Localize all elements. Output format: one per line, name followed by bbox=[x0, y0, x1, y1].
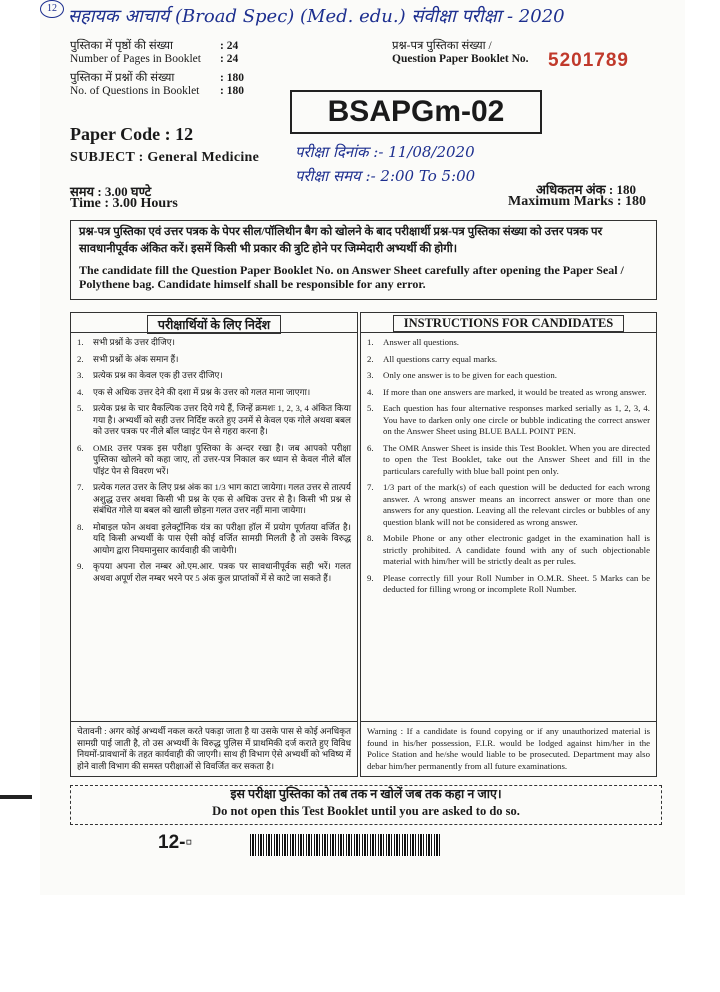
instruction-item bbox=[367, 337, 650, 349]
pages-label-en: Number of Pages in Booklet bbox=[70, 53, 201, 65]
instruction-item bbox=[77, 403, 351, 438]
instruction-item bbox=[367, 482, 650, 528]
questions-value-en: : 180 bbox=[220, 85, 244, 97]
instruction-item bbox=[367, 354, 650, 366]
booklet-number: 5201789 bbox=[548, 50, 629, 71]
instruction-text: एक से अधिक उत्तर देने की दशा में प्रश्न के उत्तर को गलत माना जाएगा। bbox=[93, 386, 311, 397]
instruction-item bbox=[77, 354, 351, 366]
instructions-english-note: Warning : If a candidate is found copying or if any unauthorized material is found in his/her possession, F.I.R. would be lodged against him/her in the Police Station and he/she would liable to be prosecuted. Department may also debar him/her permanently from all future examinations. bbox=[361, 721, 656, 776]
instruction-text: प्रत्येक प्रश्न के चार वैकल्पिक उत्तर दिये गये हैं, जिन्हें क्रमशः 1, 2, 3, 4 अंकित किया गया है। अभ्यर्थी को सही उत्तर निर्दिष्ट करते हुए उनमें से केवल एक गोले अथवा बबल को उत्तर पत्रक पर नीले बॉल प्वाइंट पेन से गहरा करना है। bbox=[93, 403, 351, 436]
instruction-number: 4. bbox=[367, 386, 374, 397]
instruction-number: 5. bbox=[367, 403, 374, 413]
instruction-item bbox=[367, 533, 650, 568]
booklet-meta bbox=[70, 40, 310, 98]
instruction-text: Answer all questions. bbox=[383, 337, 459, 347]
instruction-text: सभी प्रश्नों के अंक समान हैं। bbox=[93, 353, 179, 364]
instruction-number: 9. bbox=[367, 572, 374, 583]
max-marks-en: Maximum Marks : 180 bbox=[508, 194, 647, 209]
instruction-number: 7. bbox=[77, 482, 84, 492]
subject: SUBJECT : General Medicine bbox=[70, 150, 260, 165]
max-marks-hi: अधिकतम अंक : 180 bbox=[536, 182, 636, 197]
instruction-item bbox=[77, 387, 351, 399]
time-hi: समय : 3.00 घण्टे bbox=[70, 184, 152, 199]
instruction-item bbox=[367, 573, 650, 596]
warning-en: The candidate fill the Question Paper Booklet No. on Answer Sheet carefully after opening the Paper Seal / Polythene bag. Candidate himself shall be responsible for any error. bbox=[79, 263, 624, 291]
handwritten-exam-title: सहायक आचार्य (Broad Spec) (Med. edu.) संवीक्षा परीक्षा - 2020 bbox=[68, 6, 565, 27]
questions-label-en: No. of Questions in Booklet bbox=[70, 85, 200, 97]
booklet-number-label bbox=[392, 40, 529, 66]
circled-number: 12 bbox=[40, 0, 64, 18]
questions-value: : 180 bbox=[220, 72, 244, 84]
instruction-item bbox=[367, 443, 650, 478]
instruction-text: The OMR Answer Sheet is inside this Test Booklet. When you are directed to open the Test Booklet, take out the Answer Sheet and fill in the particulars carefully with blue ball point pen only. bbox=[383, 442, 650, 476]
booklet-label-en: Question Paper Booklet No. bbox=[392, 53, 529, 65]
instruction-item bbox=[77, 370, 351, 382]
instruction-text: If more than one answers are marked, it would be treated as wrong answer. bbox=[383, 386, 647, 397]
instruction-number: 7. bbox=[367, 482, 374, 492]
do-not-open-hi: इस परीक्षा पुस्तिका को तब तक न खोलें जब तक कहा न जाए। bbox=[230, 787, 502, 801]
instruction-item bbox=[77, 443, 351, 478]
instruction-number: 8. bbox=[77, 521, 84, 532]
barcode bbox=[250, 834, 440, 856]
instructions-english-list bbox=[361, 333, 656, 596]
instruction-text: कृपया अपना रोल नम्बर ओ.एम.आर. पत्रक पर सावधानीपूर्वक सही भरें। गलत अथवा अपूर्ण रोल नम्बर भरने पर 5 अंक कुल प्राप्तांकों में से काटे जा सकते हैं। bbox=[93, 561, 351, 583]
instruction-number: 2. bbox=[77, 353, 84, 364]
instruction-number: 6. bbox=[367, 442, 374, 453]
time-en: Time : 3.00 Hours bbox=[70, 196, 178, 211]
instruction-item bbox=[367, 370, 650, 382]
scan-edge-mark bbox=[0, 795, 32, 799]
instruction-number: 1. bbox=[77, 337, 84, 347]
instruction-number: 2. bbox=[367, 353, 374, 364]
pages-label-hi: पुस्तिका में पृष्ठों की संख्या bbox=[70, 40, 173, 52]
handwritten-exam-date: परीक्षा दिनांक :- 11/08/2020 bbox=[295, 143, 475, 161]
instruction-text: Each question has four alternative responses marked serially as 1, 2, 3, 4. You have to darken only one circle or bubble indicating the correct answer on the Answer Sheet using BLUE BALL POINT PEN. bbox=[383, 403, 650, 436]
instruction-number: 6. bbox=[77, 442, 84, 453]
instruction-text: Only one answer is to be given for each question. bbox=[383, 370, 557, 380]
instruction-number: 4. bbox=[77, 386, 84, 397]
instruction-item bbox=[77, 482, 351, 517]
instruction-text: Please correctly fill your Roll Number in O.M.R. Sheet. 5 Marks can be deducted for filling wrong or incomplete Roll Number. bbox=[383, 572, 650, 594]
pages-value: : 24 bbox=[220, 40, 239, 52]
instruction-item bbox=[77, 522, 351, 557]
instruction-text: सभी प्रश्नों के उत्तर दीजिए। bbox=[93, 337, 175, 347]
paper-code-box: BSAPGm-02 bbox=[290, 90, 542, 134]
instruction-text: Mobile Phone or any other electronic gadget in the examination hall is strictly prohibited. A candidate found with any of such objectionable material with him/her will be strictly dealt as per rules. bbox=[383, 533, 650, 566]
instruction-number: 3. bbox=[77, 370, 84, 380]
booklet-label-hi: प्रश्न-पत्र पुस्तिका संख्या / bbox=[392, 40, 492, 52]
instruction-item bbox=[367, 403, 650, 438]
instruction-item bbox=[367, 387, 650, 399]
instruction-number: 5. bbox=[77, 403, 84, 413]
instruction-text: मोबाइल फोन अथवा इलेक्ट्रॉनिक यंत्र का परीक्षा हॉल में प्रयोग पूर्णतया वर्जित है। यदि किसी अभ्यर्थी के पास ऐसी कोई वर्जित सामग्री मिलती है तो उसके विरुद्ध आयोग द्वारा नियमानुसार कार्यवाही की जायेगी। bbox=[93, 521, 351, 555]
pages-value-en: : 24 bbox=[220, 53, 239, 65]
instructions-hindi-note: चेतावनी : अगर कोई अभ्यर्थी नकल करते पकड़ा जाता है या उसके पास से कोई अनधिकृत सामग्री पाई जाती है, तो उस अभ्यर्थी के विरुद्ध पुलिस में प्राथमिकी दर्ज कराते हुए विविध नियमों-प्रावधानों के तहत कार्यवाही की जाएगी। साथ ही विभाग ऐसे अभ्यर्थी को भविष्य में होने वाली विभाग की समस्त परीक्षाओं से विवर्जित कर सकता है। bbox=[71, 721, 357, 776]
instructions-hindi-list bbox=[71, 333, 357, 584]
warning-box bbox=[70, 220, 657, 300]
instructions-english-heading: INSTRUCTIONS FOR CANDIDATES bbox=[361, 313, 656, 333]
instruction-text: प्रत्येक प्रश्न का केवल एक ही उत्तर दीजिए। bbox=[93, 370, 223, 380]
instructions-hindi bbox=[70, 312, 358, 777]
question-booklet-cover bbox=[40, 0, 685, 895]
handwritten-exam-time: परीक्षा समय :- 2:00 To 5:00 bbox=[295, 167, 476, 185]
instruction-number: 9. bbox=[77, 561, 84, 571]
instructions-hindi-heading: परीक्षार्थियों के लिए निर्देश bbox=[71, 313, 357, 333]
instruction-text: All questions carry equal marks. bbox=[383, 353, 498, 364]
instructions-english bbox=[360, 312, 657, 777]
series-code: 12-▫ bbox=[158, 832, 193, 853]
instruction-text: 1/3 part of the mark(s) of each question will be deducted for each wrong answer. A wrong answer means an incorrect answer or more than one answers for any question. Leaving all the relevant circles or bubbles of any question blank will not be considered as wrong answer. bbox=[383, 482, 650, 527]
instruction-number: 8. bbox=[367, 533, 374, 543]
instruction-item bbox=[77, 561, 351, 584]
questions-label-hi: पुस्तिका में प्रश्नों की संख्या bbox=[70, 72, 175, 84]
do-not-open-en: Do not open this Test Booklet until you are asked to do so. bbox=[212, 804, 520, 818]
instruction-number: 3. bbox=[367, 370, 374, 380]
instruction-item bbox=[77, 337, 351, 349]
instruction-text: प्रत्येक गलत उत्तर के लिए प्रश्न अंक का 1/3 भाग काटा जायेगा। गलत उत्तर से तात्पर्य अशुद्ध उत्तर अथवा किसी भी प्रश्न के एक से अधिक उत्तर से है। किसी भी प्रश्न से संबंधित गोले या बबल को खाली छोड़ना गलत उत्तर नहीं माना जायेगा। bbox=[93, 482, 351, 515]
do-not-open-box bbox=[70, 785, 662, 825]
instruction-text: OMR उत्तर पत्रक इस परीक्षा पुस्तिका के अन्दर रखा है। जब आपको परीक्षा पुस्तिका खोलने को कहा जाए, तो उत्तर-पत्र निकाल कर ध्यान से केवल नीले बॉल पॉइंट पेन से विवरण भरें। bbox=[93, 442, 351, 476]
warning-hi: प्रश्न-पत्र पुस्तिका एवं उत्तर पत्रक के पेपर सील/पॉलिथीन बैग को खोलने के बाद परीक्षार्थी प्रश्न-पत्र पुस्तिका संख्या को उत्तर पत्रक पर सावधानीपूर्वक अंकित करें। इसमें किसी भी प्रकार की त्रुटि होने पर जिम्मेदारी अभ्यर्थी की होगी। bbox=[79, 226, 603, 255]
instruction-number: 1. bbox=[367, 337, 374, 347]
paper-code: Paper Code : 12 bbox=[70, 124, 194, 144]
